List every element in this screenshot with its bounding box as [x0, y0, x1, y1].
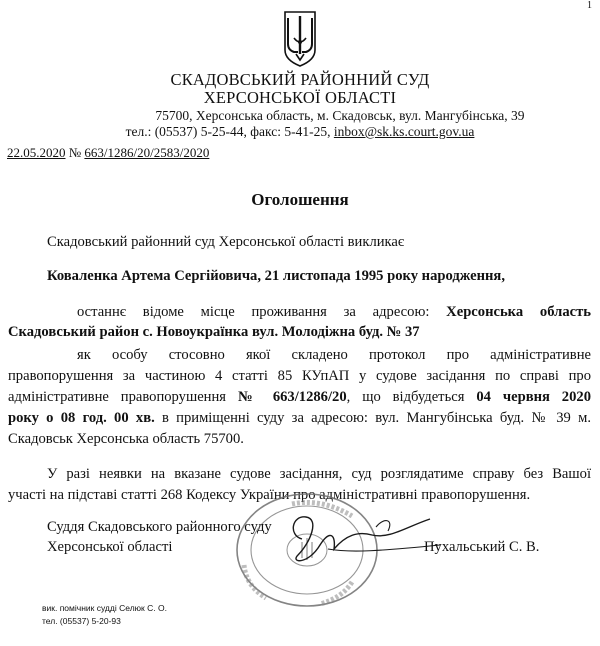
page-number: 1 [587, 0, 592, 11]
protocol-date-label: , що відбудеться [346, 389, 477, 405]
judge-position-line1: Суддя Скадовського районного суду [47, 519, 272, 535]
protocol-case-label: адміністративне правопорушення [8, 389, 238, 405]
residence-region: Херсонська область [446, 304, 591, 320]
document-title: Оголошення [251, 190, 349, 209]
warning-line1: У разі неявки на вказане судове засідання, суд розглядатиме справу без Вашої [47, 466, 591, 482]
trident-emblem-icon [282, 10, 318, 68]
court-contacts [0, 124, 600, 140]
protocol-line3 [8, 387, 591, 408]
protocol-line5: Скадовськ Херсонська область 75700. [8, 431, 244, 447]
person-name-birthdate: Коваленка Артема Сергійовича, 21 листопада 1995 року народження, [47, 268, 505, 284]
intro-paragraph: Скадовський районний суд Херсонської області викликає [47, 234, 405, 250]
warning-line2: участі на підставі статті 268 Кодексу України про адміністративні правопорушення. [8, 487, 531, 503]
phone-fax-text: тел.: (05537) 5-25-44, факс: 5-41-25, [125, 124, 334, 139]
case-number: № 663/1286/20 [237, 389, 347, 405]
judge-name: Пухальський С. В. [424, 539, 540, 555]
protocol-line1: як особу стосовно якої складено протокол про адміністративне [77, 347, 591, 363]
protocol-line4 [8, 408, 591, 429]
court-name-line1: СКАДОВСЬКИЙ РАЙОННИЙ СУД [170, 70, 430, 89]
email-link[interactable]: inbox@sk.ks.court.gov.ua [333, 124, 475, 139]
court-address: 75700, Херсонська область, м. Скадовськ, вул. Мангубінська, 39 [155, 108, 525, 123]
footer-assistant: вик. помічник судді Селюк С. О. [42, 603, 167, 613]
protocol-line2: правопорушення за частиною 4 статті 85 КУпАП у судове засідання по справі про [8, 368, 591, 384]
number-sign: № [65, 145, 85, 160]
hearing-date: 04 червня 2020 [476, 389, 591, 405]
registration-number: 663/1286/20/2583/2020 [84, 145, 210, 160]
residence-label: останнє відоме місце проживання за адресою: [77, 304, 447, 320]
registration-date: 22.05.2020 [7, 145, 66, 160]
hearing-location: в приміщенні суду за адресою: вул. Мангубінська буд. № 39 м. [154, 410, 591, 426]
registration-line [7, 145, 209, 161]
hearing-time: року о 08 год. 00 хв. [8, 410, 155, 426]
footer-phone: тел. (05537) 5-20-93 [42, 616, 121, 626]
judge-position-line2: Херсонської області [47, 539, 173, 555]
residence-line1 [77, 302, 591, 323]
residence-line2: Скадовський район с. Новоукраїнка вул. Молодіжна буд. № 37 [8, 324, 420, 340]
court-name-line2: ХЕРСОНСЬКОЇ ОБЛАСТІ [203, 88, 397, 107]
